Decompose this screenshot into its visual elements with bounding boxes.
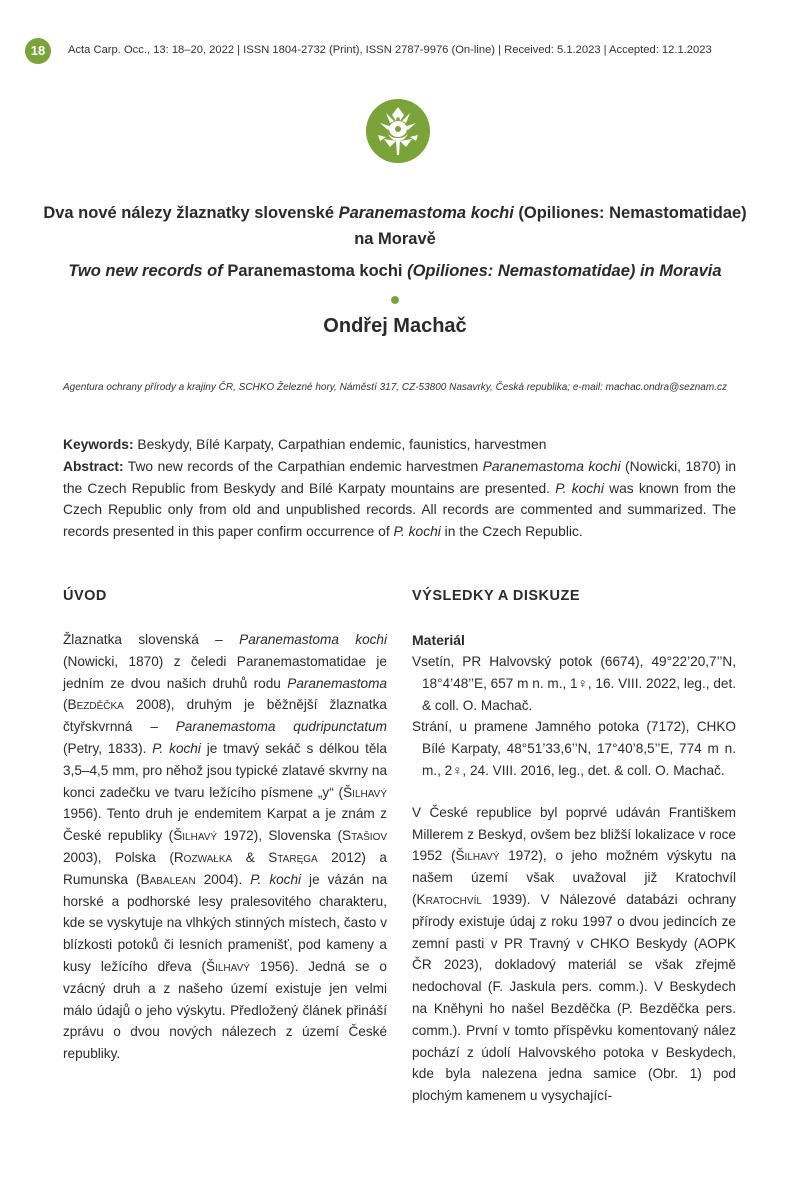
intro-paragraph: Žlaznatka slovenská – Paranemastoma kochi (Nowicki, 1870) z čeledi Paranemastomatidae je jedním ze dvou našich druhů rodu Paranemastoma (Bezděčka 2008), druhým je běžnější žlaznatka čtyřskvrnná – Paranemastoma qudripunctatum (Petry, 1833). P. kochi je tmavý sekáč s délkou těla 3,5–4,5 mm, pro něhož jsou typické zlatavé skvrny na konci zadečku ve tvaru ležícího písmene „y“ (Šilhavý 1956). Tento druh je endemitem Karpat a je znám z České republiky (Šilhavý 1972), Slovenska (Stašiov 2003), Polska (Rozwałka & Staręga 2012) a Rumunska (Babalean 2004). P. kochi je vázán na horské a podhorské lesy pralesovitého charakteru, kde se vyskytuje na vlhkých stinných místech, často v blízkosti potoků či lesních pramenišť, pod kameny a kusy ležícího dřeva (Šilhavý 1956). Jedná se o vzácný druh a z našeho území existuje jen velmi málo údajů o jeho výskytu. Předložený článek přináší zprávu o dvou nových nálezech z území České republiky. bbox=[63, 632, 388, 1062]
title-czech: Dva nové nálezy žlaznatky slovenské Paranemastoma kochi (Opiliones: Nemastomatidae) na Moravě bbox=[43, 204, 747, 248]
section-heading-results: VÝSLEDKY A DISKUZE bbox=[412, 588, 580, 604]
thistle-logo-icon bbox=[366, 99, 430, 163]
right-column bbox=[412, 585, 736, 1107]
keywords: Keywords: Beskydy, Bílé Karpaty, Carpathian endemic, faunistics, harvestmen bbox=[63, 437, 547, 452]
running-head: Acta Carp. Occ., 13: 18–20, 2022 | ISSN 1804-2732 (Print), ISSN 2787-9976 (On-line) | Received: 5.1.2023 | Accepted: 12.1.2023 bbox=[68, 44, 712, 56]
subheading-material: Materiál bbox=[412, 632, 465, 648]
separator-dot bbox=[391, 296, 399, 304]
left-column bbox=[63, 585, 387, 1065]
record-item: Strání, u pramene Jamného potoka (7172), CHKO Bílé Karpaty, 48°51’33,6’’N, 17°40’8,5’’E, 774 m n. m., 2♀, 24. VIII. 2016, leg., det. & coll. O. Machač. bbox=[412, 719, 736, 778]
title-english: Two new records of Paranemastoma kochi (Opiliones: Nemastomatidae) in Moravia bbox=[68, 262, 722, 280]
affiliation: Agentura ochrany přírody a krajiny ČR, SCHKO Železné hory, Náměstí 317, CZ-53800 Nasavrky, Česká republika; e-mail: machac.ondra@seznam.cz bbox=[63, 382, 727, 393]
author-name: Ondřej Machač bbox=[323, 315, 467, 337]
title-block bbox=[40, 200, 750, 340]
abstract-block bbox=[63, 434, 736, 543]
page-number: 18 bbox=[25, 38, 51, 64]
record-item: Vsetín, PR Halvovský potok (6674), 49°22’20,7’’N, 18°4’48’’E, 657 m n. m., 1♀, 16. VIII. 2022, leg., det. & coll. O. Machač. bbox=[412, 654, 736, 713]
results-paragraph: V České republice byl poprvé udáván Františkem Millerem z Beskyd, ovšem bez bližší lokalizace v roce 1952 (Šilhavý 1972), o jeho možném výskytu na našem území však uvažoval již Kratochvíl (Kratochvíl 1939). V Nálezové databázi ochrany přírody existuje údaj z roku 1997 o dvou jedincích ze zemní pasti v PR Travný v CHKO Beskydy (AOPK ČR 2023), dokladový materiál se však zřejmě nedochoval (F. Jaskula pers. comm.). V Beskydech na Kněhyni ho našel Bezděčka (P. Bezděčka pers. comm.). První v tomto příspěvku komentovaný nález pochází z údolí Halvovského potoka v Beskydech, kde byla nalezena jedna samice (Obr. 1) pod plochým kamenem u vysychající- bbox=[412, 804, 736, 1104]
section-heading-intro: ÚVOD bbox=[63, 588, 107, 604]
abstract: Abstract: Two new records of the Carpathian endemic harvestmen Paranemastoma kochi (Nowicki, 1870) in the Czech Republic from Beskydy and Bílé Karpaty mountains are presented. P. kochi was known from the Czech Republic only from old and unpublished records. All records are commented and summarized. The records presented in this paper confirm occurrence of P. kochi in the Czech Republic. bbox=[63, 458, 736, 540]
